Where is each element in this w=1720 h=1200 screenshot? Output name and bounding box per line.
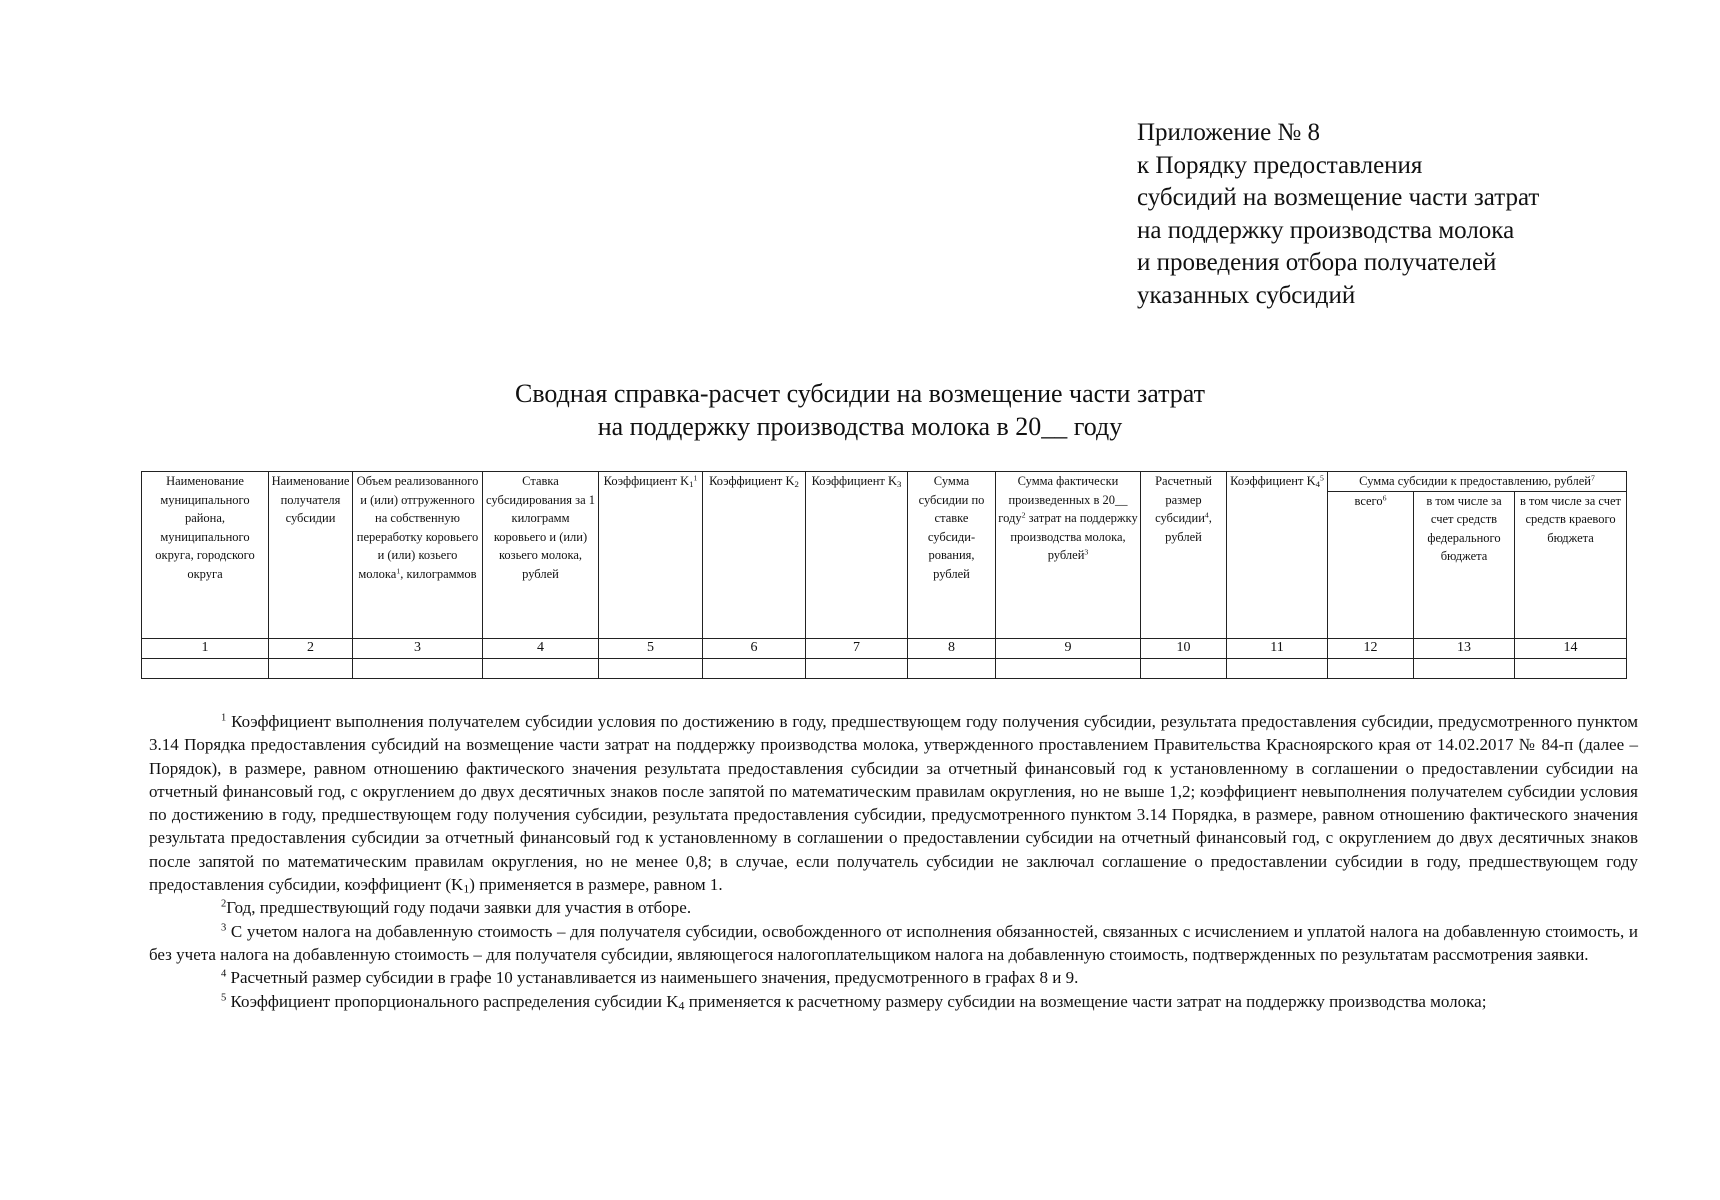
column-number: 6	[703, 638, 806, 658]
table-cell[interactable]	[483, 658, 599, 678]
appendix-line: Приложение № 8	[1137, 119, 1321, 146]
table-cell[interactable]	[599, 658, 703, 678]
header-municipality: Наименование муниципального района, муниципального округа, городского округа	[142, 472, 269, 639]
document-title	[0, 377, 1720, 443]
column-number: 9	[996, 638, 1141, 658]
header-coef-k1: Коэффициент $K_1^1$	[599, 472, 703, 639]
table-cell[interactable]	[142, 658, 269, 678]
table-cell[interactable]	[1227, 658, 1328, 678]
table-cell[interactable]	[353, 658, 483, 678]
table-cell[interactable]	[1141, 658, 1227, 678]
column-number: 5	[599, 638, 703, 658]
header-estimated-size: Расчетный размер субсидии$^4$, рублей	[1141, 472, 1227, 639]
column-number: 4	[483, 638, 599, 658]
footnote-3: $^3$ С учетом налога на добавленную стоимость – для получателя субсидии, освобожденного от исполнения обязанностей, связанных с исчислением и уплатой налога на добавленную стоимость, и без учета налога на добавленную стоимость – для получателя субсидии, являющегося налогоплательщиком налога на добавленную стоимость, подтвержденных по результатам рассмотрения заявки.	[149, 921, 1638, 964]
empty-data-row	[142, 658, 1627, 678]
appendix-line: к Порядку предоставления	[1137, 151, 1423, 179]
table-cell[interactable]	[269, 658, 353, 678]
table-cell[interactable]	[806, 658, 908, 678]
table-cell[interactable]	[1515, 658, 1627, 678]
header-rate: Ставка субсидирования за 1 килограмм коровьего и (или) козьего молока, рублей	[483, 472, 599, 639]
header-total: всего$^6$	[1328, 491, 1414, 638]
header-coef-k2: Коэффициент $K_2$	[703, 472, 806, 639]
column-number: 3	[353, 638, 483, 658]
table-cell[interactable]	[1328, 658, 1414, 678]
header-sum-by-rate: Сумма субсидии по ставке субсиди-рования, рублей	[908, 472, 996, 639]
header-coef-k3: Коэффициент $K_3$	[806, 472, 908, 639]
footnote-1: $^1$ Коэффициент выполнения получателем субсидии условия по достижению в году, предшествующем году получения субсидии, результата предоставления субсидии, предусмотренного пунктом 3.14 Порядка предоставления субсидий на возмещение части затрат на поддержку производства молока, утвержденного проставлением Правительства Красноярского края от 14.02.2017 № 84-п (далее – Порядок), в размере, равном отношению фактического значения результата предоставления субсидии за отчетный финансовый год к установленному в соглашении о предоставлении субсидии на отчетный финансовый год, с округлением до двух десятичных знаков после запятой по математическим правилам округления, но не выше 1,2; коэффициент невыполнения получателем субсидии условия по достижению в году, предшествующем году получения субсидии, результата предоставления субсидии, предусмотренного пунктом 3.14 Порядка, в размере, равном отношению фактического значения результата предоставления субсидии за отчетный финансовый год к установленному в соглашении о предоставлении субсидии на отчетный финансовый год, с округлением до двух десятичных знаков после запятой по математическим правилам округления, но не менее 0,8; в случае, если получатель субсидии не заключал соглашение о предоставлении субсидии в году, предшествующем году предоставления субсидии, коэффициент $(K_1)$ применяется в размере, равном 1.	[149, 712, 1638, 896]
appendix-line: и проведения отбора получателей	[1137, 249, 1497, 276]
column-number: 7	[806, 638, 908, 658]
appendix-line: субсидий на возмещение части затрат	[1137, 184, 1540, 211]
header-actual-costs: Сумма фактически произведенных в 20__ году$^2$ затрат на поддержку производства молока, рублей$^3$	[996, 472, 1141, 639]
column-number: 1	[142, 638, 269, 658]
table-cell[interactable]	[996, 658, 1141, 678]
footnote-5: $^5$ Коэффициент пропорционального распределения субсидии $K_4$ применяется к расчетному размеру субсидии на возмещение части затрат на поддержку производства молока;	[221, 991, 1487, 1012]
column-number: 12	[1328, 638, 1414, 658]
header-federal: в том числе за счет средств федерального бюджета	[1414, 491, 1515, 638]
title-line-2: на поддержку производства молока в 20__ году	[597, 412, 1123, 441]
header-regional: в том числе за счет средств краевого бюджета	[1515, 491, 1627, 638]
header-coef-k4: Коэффициент $K_4^5$	[1227, 472, 1328, 639]
table-cell[interactable]	[703, 658, 806, 678]
column-number: 13	[1414, 638, 1515, 658]
table-cell[interactable]	[908, 658, 996, 678]
footnote-4: $^4$ Расчетный размер субсидии в графе 10 устанавливается из наименьшего значения, предусмотренного в графах 8 и 9.	[221, 968, 1079, 988]
column-number: 8	[908, 638, 996, 658]
column-numbers-row	[142, 638, 1627, 658]
footnotes	[149, 710, 1638, 1013]
column-number: 14	[1515, 638, 1627, 658]
header-milk-volume: Объем реализованного и (или) отгруженного на собственную переработку коровьего и (или) козьего молока$^1$, килограммов	[353, 472, 483, 639]
footnote-2: $^2$Год, предшествующий году подачи заявки для участия в отборе.	[221, 898, 692, 918]
header-recipient: Наименование получателя субсидии	[269, 472, 353, 639]
appendix-heading	[1137, 117, 1697, 312]
header-subsidy-group: Сумма субсидии к предоставлению, рублей$^7$	[1328, 472, 1627, 492]
title-line-1: Сводная справка-расчет субсидии на возмещение части затрат	[514, 379, 1206, 408]
appendix-line: на поддержку производства молока	[1137, 216, 1515, 244]
appendix-line: указанных субсидий	[1137, 281, 1356, 309]
column-number: 11	[1227, 638, 1328, 658]
column-number: 10	[1141, 638, 1227, 658]
table-cell[interactable]	[1414, 658, 1515, 678]
column-number: 2	[269, 638, 353, 658]
calculation-table	[141, 471, 1627, 679]
